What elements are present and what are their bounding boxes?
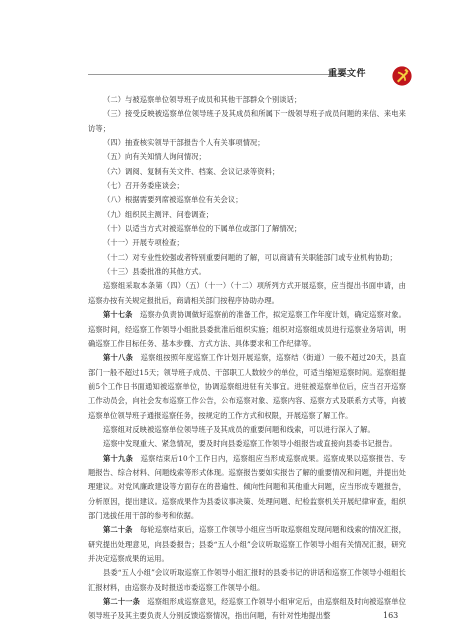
paragraph bbox=[88, 265, 406, 279]
paragraph-text: （九）组织民主测评、问卷调查； bbox=[103, 209, 214, 219]
paragraph bbox=[88, 193, 406, 207]
paragraph bbox=[88, 165, 406, 179]
paragraph-text: 县委“五人小组”会议听取巡察工作领导小组汇报时的县委书记的讲话和巡察工作领导小组组长汇报材料，由巡察办及时报送市委巡察工作领导小组。 bbox=[88, 568, 406, 592]
paragraph bbox=[88, 452, 406, 524]
paragraph bbox=[88, 566, 406, 595]
paragraph bbox=[88, 236, 406, 250]
paragraph-text: 巡察中发现重大、紧急情况，要及时向县委巡察工作领导小组报告或直接向县委书记报告。 bbox=[103, 439, 397, 449]
article-label: 第二十条 bbox=[103, 525, 133, 535]
document-body bbox=[88, 93, 406, 624]
paragraph bbox=[88, 595, 406, 624]
paragraph bbox=[88, 423, 406, 437]
paragraph-text: （四）抽查核实领导干部报告个人有关事项情况； bbox=[103, 138, 265, 148]
paragraph bbox=[88, 136, 406, 150]
paragraph-text: （十一）开展专项检查； bbox=[103, 238, 184, 248]
paragraph bbox=[88, 107, 406, 136]
paragraph-text: （五）向有关知情人询问情况； bbox=[103, 152, 206, 162]
paragraph bbox=[88, 222, 406, 236]
page-header bbox=[88, 46, 388, 79]
party-emblem-icon bbox=[392, 66, 412, 86]
paragraph-text: （八）根据需要列席被巡察单位有关会议； bbox=[103, 195, 243, 205]
paragraph-text: 巡察组形成巡察意见，经巡察工作领导小组审定后，由巡察组及时向被巡察单位领导班子及其主要负责人分别反馈巡察情况，指出问题，有针对性地提出整 bbox=[88, 597, 407, 621]
article-label: 第十七条 bbox=[103, 310, 133, 320]
paragraph-text: （十二）对专业性较强或者特别重要问题的了解，可以商请有关职能部门或专业机构协助； bbox=[103, 252, 397, 262]
paragraph-text: （十三）县委批准的其他方式。 bbox=[103, 267, 206, 277]
article-label: 第十八条 bbox=[103, 353, 134, 363]
paragraph bbox=[88, 251, 406, 265]
paragraph bbox=[88, 279, 406, 308]
paragraph-text: （六）调阅、复制有关文件、档案、会议记录等资料； bbox=[103, 166, 280, 176]
page-number: 163 bbox=[383, 611, 399, 620]
paragraph-text: （七）召开务委座谈会； bbox=[103, 181, 184, 191]
paragraph-text: 巡察办负责协调做好巡察前的准备工作，拟定巡察工作年度计划，确定巡察对象。巡察时间，经巡察工作领导小组批县委批准后组织实施；组织对巡察组成员进行巡察业务培训，明确巡察工作目标任务、基本步骤、方式方法、具体要求和工作纪律等。 bbox=[88, 310, 407, 348]
paragraph bbox=[88, 437, 406, 451]
paragraph bbox=[88, 308, 406, 351]
paragraph bbox=[88, 150, 406, 164]
header-title: 重要文件 bbox=[327, 69, 366, 79]
article-label: 第十九条 bbox=[103, 453, 134, 463]
article-label: 第二十一条 bbox=[103, 597, 140, 607]
paragraph bbox=[88, 351, 406, 423]
paragraph-text: 巡察结束后10个工作日内，巡察组应当形成巡察成果。巡察成果以巡察报告、专题报告、综合材料、问题线索等形式体现。巡察报告要如实报告了解的重要情况和问题，并提出处理建议。对党风廉政建设等方面存在的普遍性、倾向性问题和其他重大问题，应当形成专题报告，分析原因，提出建议。巡察成果作为县委议事决策、处理问题、纪检监察机关开展纪律审查，组织部门选拔任用干部的参考和依据。 bbox=[88, 453, 406, 520]
paragraph-text: （三）接受反映被巡察单位领导班子及其成员和所属下一级领导班子成员问题的来信、来电来访等； bbox=[88, 109, 406, 133]
paragraph-text: 巡察组按照年度巡察工作计划开展巡察，巡察结（街道）一般不超过20天，县直部门一般不超过15天；领导班子成员、干部职工人数较少的单位，可适当缩短巡察时间。巡察组提前5个工作日书面通知被巡察单位，协调巡察组进驻有关事宜。进驻被巡察单位后，应当召开巡察工作动员会，向社会发布巡察工作公告，公布巡察对象、巡察内容、巡察方式及联系方式等，向被巡察单位领导班子通报巡察任务，按规定的工作方式和权限，开展巡察了解工作。 bbox=[88, 353, 406, 420]
paragraph-text: 巡察组对反映被巡察单位领导班子及其成员的重要问题和线索，可以进行深入了解。 bbox=[103, 424, 375, 434]
paragraph bbox=[88, 179, 406, 193]
paragraph-text: 每轮巡察结束后，巡察工作领导小组应当听取巡察组发现问题和线索的情况汇报，研究提出处理意见，向县委报告；县委“五人小组”会议听取巡察工作领导小组有关情况汇报，研究并决定巡察成果的运用。 bbox=[88, 525, 407, 563]
paragraph bbox=[88, 93, 406, 107]
paragraph bbox=[88, 208, 406, 222]
header-rule bbox=[88, 74, 350, 75]
paragraph-text: 巡察组采取本条第（四）（五）（十一）（十二）项所列方式开展巡察，应当提出书面申请，由巡察办按有关规定报批后，商请相关部门按程序协助办理。 bbox=[88, 281, 406, 305]
paragraph-text: （二）与被巡察单位领导班子成员和其他干部群众个别谈话； bbox=[103, 95, 302, 104]
paragraph bbox=[88, 523, 406, 566]
paragraph-text: （十）以适当方式对被巡察单位的下属单位或部门了解情况； bbox=[103, 224, 302, 234]
